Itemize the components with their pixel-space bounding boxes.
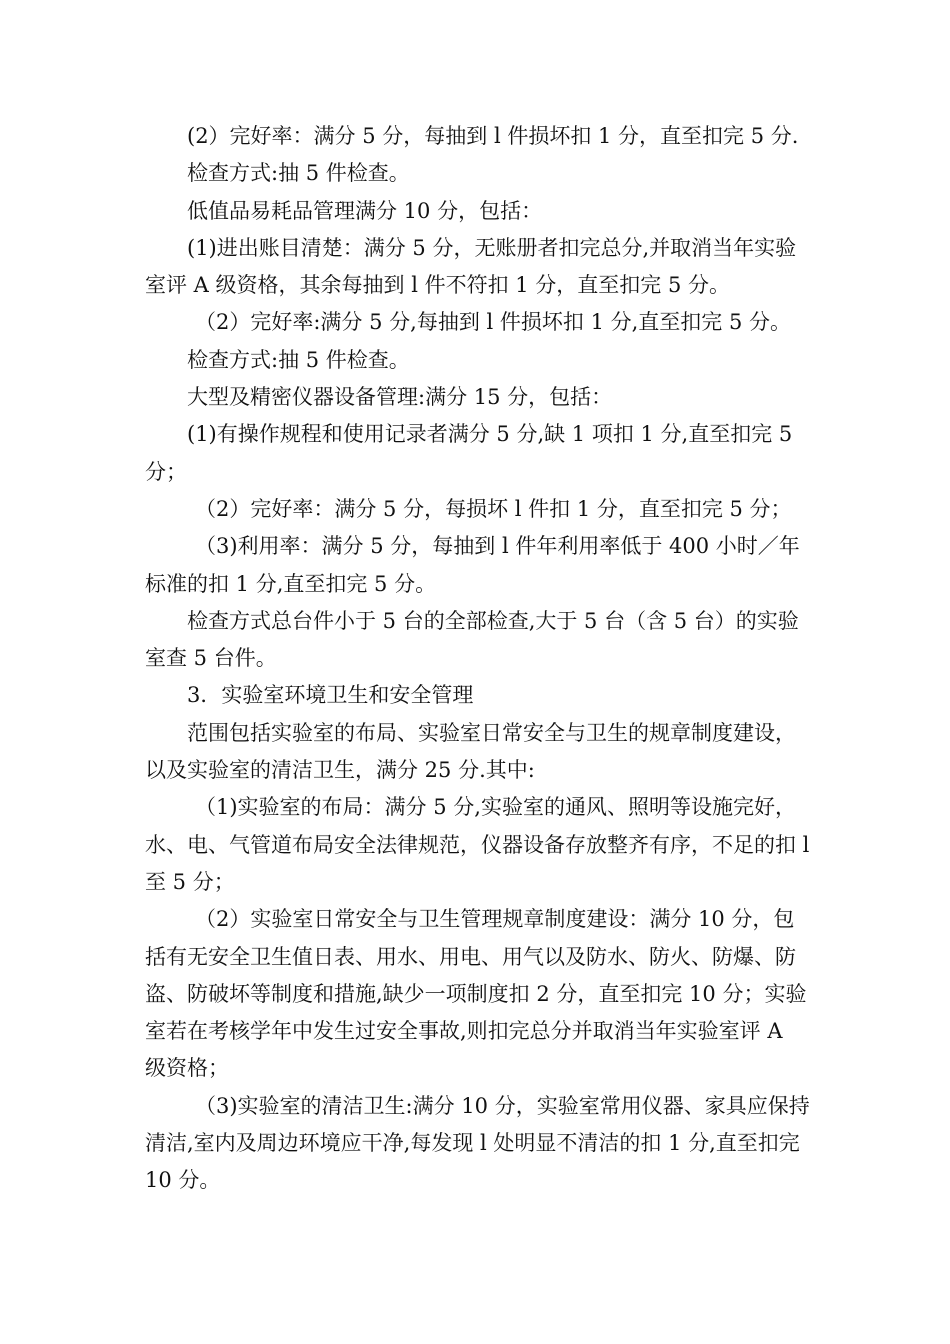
paragraph-inspection-method-3: 检查方式总台件小于 5 台的全部检查,大于 5 台（含 5 台）的实验室查 5 台件。 [145,608,799,671]
paragraph-consumables-management: 低值品易耗品管理满分 10 分，包括： [187,198,543,223]
paragraph-integrity-rate-2: （2）完好率:满分 5 分,每抽到 l 件损坏扣 1 分,直至扣完 5 分。 [195,310,791,335]
paragraph-utilization-rate: （3)利用率：满分 5 分，每抽到 l 件年利用率低于 400 小时／年标准的扣 1 分,直至扣完 5 分。 [145,534,800,596]
document-body [145,118,810,1200]
paragraph-integrity-rate-1: (2）完好率：满分 5 分，每抽到 l 件损坏扣 1 分，直至扣完 5 分. [187,124,799,148]
section-heading-environment-safety: 3．实验室环境卫生和安全管理 [187,683,474,708]
paragraph-safety-rules: （2）实验室日常安全与卫生管理规章制度建设：满分 10 分，包括有无安全卫生值日表、用水、用电、用气以及防水、防火、防爆、防盗、防破坏等制度和措施,缺少一项制度扣 2 分，直至扣完 10 分；实验室若在考核学年中发生过安全事故,则扣完总分并取消当年实验室评 A 级资格； [145,907,807,1081]
paragraph-accounts-clear: (1)进出账目清楚：满分 5 分，无账册者扣完总分,并取消当年实验室评 A 级资格，其余每抽到 l 件不符扣 1 分，直至扣完 5 分。 [145,235,797,298]
paragraph-operating-procedures: (1)有操作规程和使用记录者满分 5 分,缺 1 项扣 1 分,直至扣完 5 分； [145,422,793,484]
paragraph-cleanliness: （3)实验室的清洁卫生:满分 10 分，实验室常用仪器、家具应保持清洁,室内及周边环境应干净,每发现 l 处明显不清洁的扣 1 分,直至扣完 10 分。 [145,1093,810,1193]
paragraph-lab-layout: （1)实验室的布局：满分 5 分,实验室的通风、照明等设施完好，水、电、气管道布局安全法律规范，仪器设备存放整齐有序，不足的扣 l 至 5 分； [145,795,810,894]
paragraph-large-equipment-management: 大型及精密仪器设备管理:满分 15 分，包括： [187,385,613,410]
paragraph-scope: 范围包括实验室的布局、实验室日常安全与卫生的规章制度建设，以及实验室的清洁卫生，满分 25 分.其中: [145,720,796,783]
paragraph-inspection-method-1: 检查方式:抽 5 件检查。 [187,161,410,186]
paragraph-integrity-rate-3: （2）完好率：满分 5 分，每损坏 l 件扣 1 分，直至扣完 5 分； [195,496,792,521]
paragraph-inspection-method-2: 检查方式:抽 5 件检查。 [187,347,410,372]
